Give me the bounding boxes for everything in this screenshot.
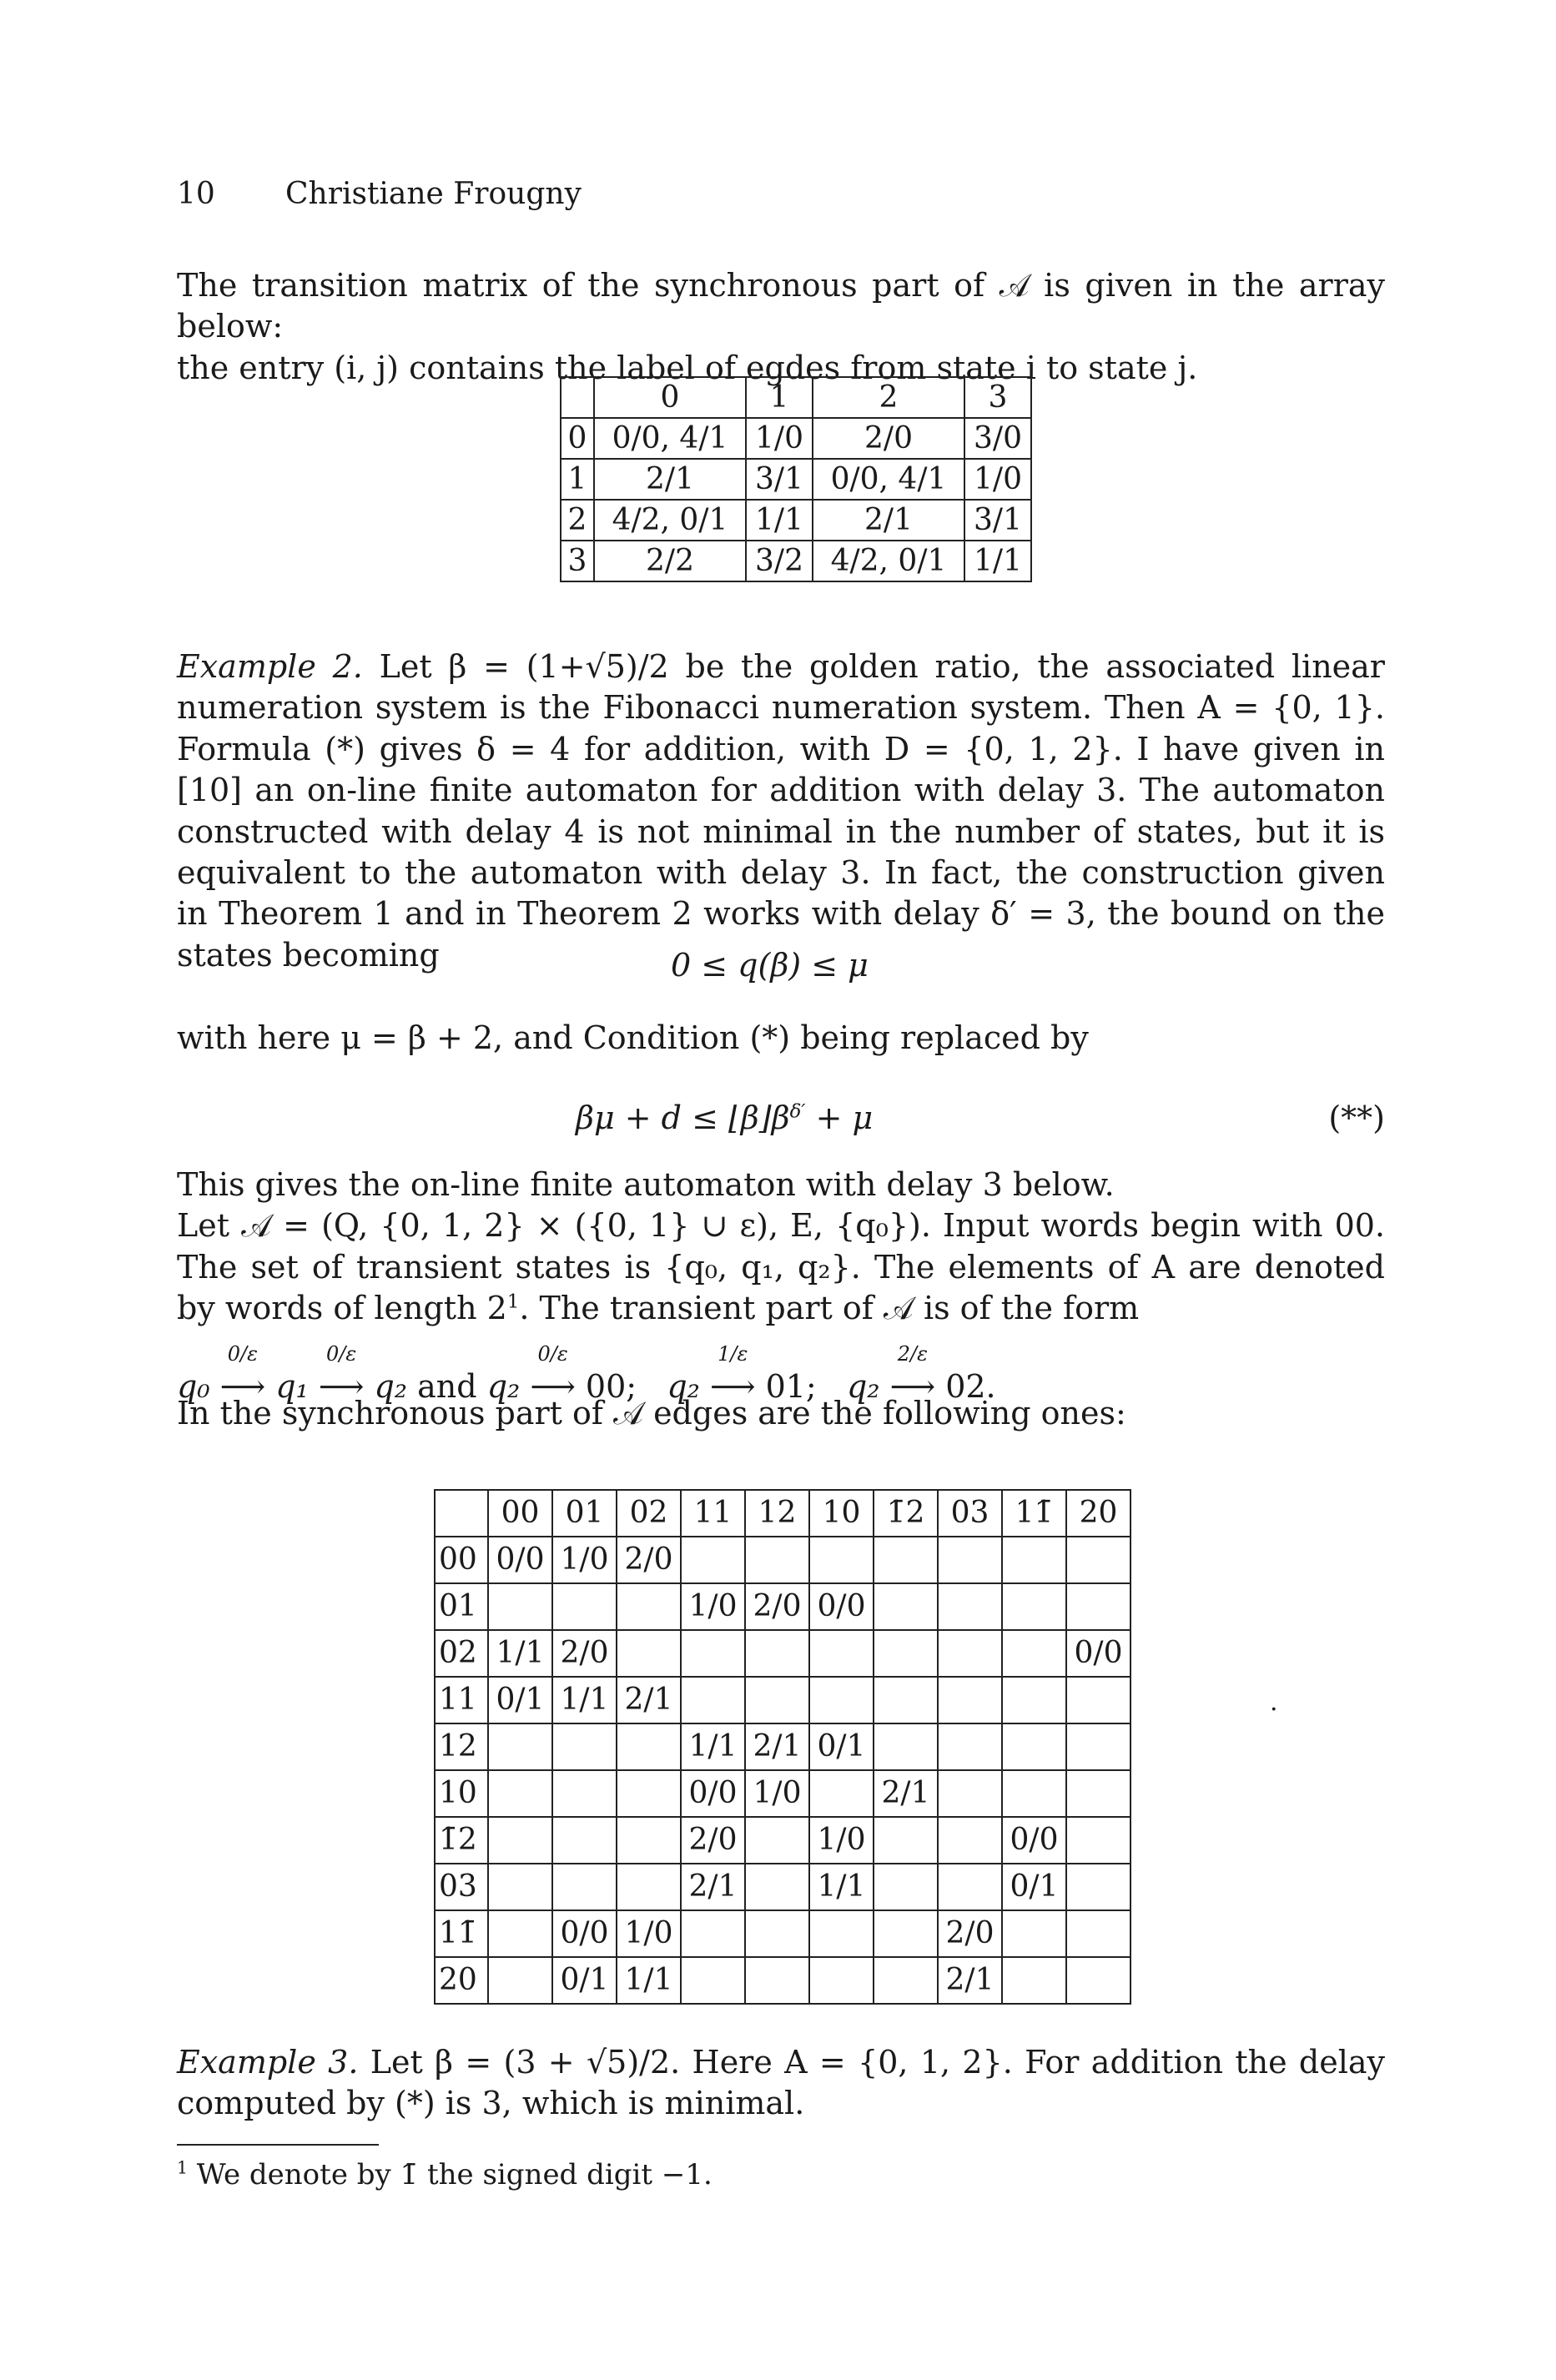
edges-cell — [874, 1677, 938, 1723]
edges-header-cell: 01 — [552, 1490, 617, 1537]
edges-row-label: 12 — [435, 1723, 488, 1770]
edges-cell — [1002, 1723, 1066, 1770]
edges-cell: 2/0 — [617, 1537, 681, 1583]
edges-cell: 1/1 — [552, 1677, 617, 1723]
edges-cell — [874, 1817, 938, 1864]
edges-row-label: 1̄2 — [435, 1817, 488, 1864]
edges-cell — [488, 1770, 552, 1817]
matrix-cell: 2/1 — [813, 500, 964, 541]
edges-cell: 2/1 — [938, 1957, 1002, 2004]
matrix-cell: 3/1 — [964, 500, 1031, 541]
transition-matrix-table — [560, 376, 1032, 582]
matrix-cell: 0/0, 4/1 — [813, 459, 964, 500]
state-q1: q₁ — [275, 1368, 309, 1405]
footnote-mark: 1 — [177, 2157, 188, 2178]
edges-cell — [617, 1817, 681, 1864]
edges-cell — [1002, 1630, 1066, 1677]
edges-cell: 0/0 — [1002, 1817, 1066, 1864]
edges-cell: 1/1 — [681, 1723, 745, 1770]
edges-cell — [874, 1957, 938, 2004]
edges-cell — [938, 1770, 1002, 1817]
edges-cell — [1002, 1537, 1066, 1583]
example-2-text: Let β = (1+√5)/2 be the golden ratio, the associated linear numeration system is the Fibonacci numeration system. Then A = {0, 1}. Formula (*) gives δ = 4 for addition, with D = {0, 1, 2}. I have given in [10] an on-line finite automaton for addition with delay 3. The automaton constructed with delay 4 is not minimal in the number of states, but it is equivalent to the automaton with delay 3. In fact, the construction given in Theorem 1 and in Theorem 2 works with delay δ′ = 3, the bound on the states becoming — [177, 648, 1385, 974]
matrix-row — [561, 541, 1031, 581]
edges-cell: 2/1 — [617, 1677, 681, 1723]
edges-cell — [617, 1770, 681, 1817]
matrix-cell: 4/2, 0/1 — [813, 541, 964, 581]
target-01: 01; — [765, 1368, 817, 1405]
edges-cell — [1002, 1677, 1066, 1723]
footnote-marker: 1 — [506, 1291, 520, 1313]
edges-cell — [617, 1583, 681, 1630]
edges-cell: 1/0 — [681, 1583, 745, 1630]
edges-row-label: 00 — [435, 1537, 488, 1583]
edges-cell: 0/0 — [488, 1537, 552, 1583]
state-q2: q₂ — [374, 1368, 408, 1405]
matrix-row-label: 1 — [561, 459, 594, 500]
state-q2: q₂ — [846, 1368, 880, 1405]
matrix-cell: 2/0 — [813, 418, 964, 459]
edges-header-row — [435, 1490, 1130, 1537]
edges-cell — [809, 1630, 874, 1677]
edges-header-cell — [435, 1490, 488, 1537]
edges-cell — [1066, 1583, 1130, 1630]
edges-cell — [617, 1723, 681, 1770]
matrix-row — [561, 500, 1031, 541]
edges-cell: 1/0 — [809, 1817, 874, 1864]
state-q0: q₀ — [177, 1368, 210, 1405]
equation-tag: (**) — [1328, 1099, 1385, 1136]
edges-row-label: 11̄ — [435, 1910, 488, 1957]
edges-cell: 2/0 — [745, 1583, 809, 1630]
automaton-intro-line: This gives the on-line finite automaton with delay 3 below. — [177, 1166, 1115, 1203]
matrix-row-label: 2 — [561, 500, 594, 541]
edges-cell — [488, 1910, 552, 1957]
edges-header-cell: 11 — [681, 1490, 745, 1537]
footnote-text: We denote by 1̄ the signed digit −1. — [196, 2158, 713, 2191]
edges-cell — [552, 1723, 617, 1770]
matrix-cell: 1/0 — [964, 459, 1031, 500]
intro-line-1: The transition matrix of the synchronous part of 𝒜 is given in the array below: — [177, 267, 1385, 345]
edges-cell — [938, 1583, 1002, 1630]
equation-condition-tail: + μ — [805, 1099, 874, 1136]
intro-line-2: the entry (i, j) contains the label of egdes from state i to state j. — [177, 349, 1198, 386]
matrix-cell: 2/1 — [594, 459, 746, 500]
footnote — [177, 2156, 713, 2193]
author-name: Christiane Frougny — [285, 177, 582, 211]
edges-cell — [938, 1630, 1002, 1677]
target-00: 00; — [585, 1368, 637, 1405]
example-2-paragraph — [177, 647, 1385, 976]
edges-cell: 0/0 — [681, 1770, 745, 1817]
with-here-line: with here μ = β + 2, and Condition (*) being replaced by — [177, 1019, 1089, 1056]
edges-cell — [874, 1910, 938, 1957]
transition-arrow: 2/ε ⟶ — [889, 1342, 936, 1405]
transition-label: 1/ε — [718, 1342, 748, 1366]
edges-cell — [681, 1910, 745, 1957]
edges-cell: 2/0 — [681, 1817, 745, 1864]
edges-cell — [552, 1864, 617, 1910]
edges-cell — [745, 1537, 809, 1583]
example-3-text: Let β = (3 + √5)/2. Here A = {0, 1, 2}. For addition the delay computed by (*) is 3, which is minimal. — [177, 2044, 1385, 2122]
edges-cell: 1/1 — [809, 1864, 874, 1910]
matrix-cell: 2/2 — [594, 541, 746, 581]
edges-cell — [1066, 1770, 1130, 1817]
matrix-cell: 3/1 — [746, 459, 813, 500]
edges-cell — [874, 1537, 938, 1583]
transition-label: 0/ε — [326, 1342, 357, 1366]
matrix-header-row — [561, 377, 1031, 418]
edges-cell — [488, 1583, 552, 1630]
automaton-paragraph — [177, 1165, 1385, 1330]
transition-arrow: 0/ε ⟶ — [530, 1342, 576, 1405]
edges-cell — [938, 1817, 1002, 1864]
edges-cell — [681, 1537, 745, 1583]
matrix-header-cell: 3 — [964, 377, 1031, 418]
edges-header-cell: 10 — [809, 1490, 874, 1537]
edges-row-label: 02 — [435, 1630, 488, 1677]
equation-bound: 0 ≤ q(β) ≤ μ — [671, 947, 869, 984]
matrix-cell: 4/2, 0/1 — [594, 500, 746, 541]
edges-cell — [938, 1537, 1002, 1583]
edges-cell — [745, 1910, 809, 1957]
footnote-rule — [177, 2144, 379, 2146]
automaton-definition-end: . The transient part of 𝒜 is of the form — [519, 1290, 1140, 1327]
edges-header-cell: 02 — [617, 1490, 681, 1537]
edges-cell — [488, 1817, 552, 1864]
matrix-header-cell: 2 — [813, 377, 964, 418]
edges-row — [435, 1957, 1130, 2004]
edges-cell — [1002, 1957, 1066, 2004]
edges-cell — [488, 1723, 552, 1770]
edges-cell — [1002, 1583, 1066, 1630]
edges-row-label: 01 — [435, 1583, 488, 1630]
page-number: 10 — [177, 177, 215, 211]
transition-label: 0/ε — [227, 1342, 259, 1366]
edges-header-cell: 00 — [488, 1490, 552, 1537]
matrix-cell: 0/0, 4/1 — [594, 418, 746, 459]
edges-cell — [809, 1957, 874, 2004]
edges-cell — [745, 1957, 809, 2004]
transition-label: 0/ε — [537, 1342, 568, 1366]
edges-cell — [617, 1864, 681, 1910]
example-3-paragraph — [177, 2042, 1385, 2125]
edges-cell — [1002, 1910, 1066, 1957]
edges-cell — [745, 1864, 809, 1910]
edges-cell — [874, 1864, 938, 1910]
edges-cell — [681, 1677, 745, 1723]
edges-cell — [1002, 1770, 1066, 1817]
matrix-row-label: 0 — [561, 418, 594, 459]
edges-cell — [1066, 1910, 1130, 1957]
synchronous-edges-table — [434, 1489, 1131, 2005]
edges-cell — [1066, 1817, 1130, 1864]
matrix-header-cell — [561, 377, 594, 418]
matrix-row — [561, 418, 1031, 459]
state-q2: q₂ — [486, 1368, 521, 1405]
edges-row — [435, 1723, 1130, 1770]
edges-row-label: 10 — [435, 1770, 488, 1817]
edges-cell: 0/1 — [488, 1677, 552, 1723]
edges-cell — [938, 1864, 1002, 1910]
matrix-cell: 1/1 — [964, 541, 1031, 581]
edges-cell — [681, 1957, 745, 2004]
edges-row-label: 11 — [435, 1677, 488, 1723]
edges-row — [435, 1630, 1130, 1677]
edges-row — [435, 1583, 1130, 1630]
edges-cell: 2/1 — [874, 1770, 938, 1817]
edges-header-cell: 20 — [1066, 1490, 1130, 1537]
edges-cell: 2/1 — [681, 1864, 745, 1910]
edges-row-label: 03 — [435, 1864, 488, 1910]
edges-row — [435, 1677, 1130, 1723]
edges-cell — [809, 1677, 874, 1723]
equation-condition-exponent: δ′ — [789, 1100, 806, 1123]
edges-cell — [552, 1770, 617, 1817]
edges-cell: 0/1 — [1002, 1864, 1066, 1910]
edges-cell — [488, 1864, 552, 1910]
edges-row-label: 20 — [435, 1957, 488, 2004]
example-2-label: Example 2. — [177, 648, 363, 685]
edges-header-cell: 1̄2 — [874, 1490, 938, 1537]
edges-cell: 1/1 — [617, 1957, 681, 2004]
edges-row — [435, 1537, 1130, 1583]
edges-cell — [1066, 1677, 1130, 1723]
edges-cell — [617, 1630, 681, 1677]
transition-arrow: 0/ε ⟶ — [219, 1342, 266, 1405]
edges-cell — [745, 1630, 809, 1677]
stray-dot: · — [1270, 1695, 1278, 1724]
edges-cell: 2/0 — [552, 1630, 617, 1677]
edges-cell — [681, 1630, 745, 1677]
edges-cell: 0/0 — [1066, 1630, 1130, 1677]
example-3-label: Example 3. — [177, 2044, 359, 2081]
edges-cell — [874, 1583, 938, 1630]
edges-cell: 1/0 — [617, 1910, 681, 1957]
edges-cell — [1066, 1537, 1130, 1583]
edges-header-cell: 11̄ — [1002, 1490, 1066, 1537]
running-header — [177, 175, 582, 214]
state-q2: q₂ — [667, 1368, 700, 1405]
matrix-cell: 3/0 — [964, 418, 1031, 459]
matrix-cell: 1/1 — [746, 500, 813, 541]
matrix-header-cell: 0 — [594, 377, 746, 418]
matrix-header-cell: 1 — [746, 377, 813, 418]
edges-cell — [809, 1910, 874, 1957]
edges-cell — [552, 1817, 617, 1864]
matrix-cell: 1/0 — [746, 418, 813, 459]
and-word: and — [417, 1368, 477, 1405]
equation-condition — [576, 1098, 873, 1139]
transition-arrow: 1/ε ⟶ — [709, 1342, 756, 1405]
synchronous-line: In the synchronous part of 𝒜 edges are the following ones: — [177, 1395, 1126, 1432]
edges-cell: 1/0 — [552, 1537, 617, 1583]
edges-cell: 2/0 — [938, 1910, 1002, 1957]
edges-row — [435, 1770, 1130, 1817]
edges-cell — [1066, 1723, 1130, 1770]
edges-cell — [552, 1583, 617, 1630]
edges-cell — [1066, 1957, 1130, 2004]
transition-label: 2/ε — [897, 1342, 928, 1366]
edges-cell — [809, 1537, 874, 1583]
automaton-definition: Let 𝒜 = (Q, {0, 1, 2} × ({0, 1} ∪ ε), E, {q₀}). Input words begin with 00. The set of transient states is {q₀, q₁, q₂}. The elements of A are denoted by words of length 2 — [177, 1207, 1385, 1327]
edges-row — [435, 1864, 1130, 1910]
edges-cell: 0/1 — [552, 1957, 617, 2004]
edges-header-cell: 03 — [938, 1490, 1002, 1537]
edges-cell — [938, 1723, 1002, 1770]
matrix-cell: 3/2 — [746, 541, 813, 581]
edges-row — [435, 1910, 1130, 1957]
edges-cell: 1/1 — [488, 1630, 552, 1677]
target-02: 02. — [945, 1368, 996, 1405]
edges-cell — [874, 1630, 938, 1677]
edges-cell — [874, 1723, 938, 1770]
intro-paragraph — [177, 265, 1385, 389]
edges-cell — [488, 1957, 552, 2004]
edges-cell — [1066, 1864, 1130, 1910]
transition-arrow: 0/ε ⟶ — [318, 1342, 365, 1405]
edges-row — [435, 1817, 1130, 1864]
matrix-row-label: 3 — [561, 541, 594, 581]
edges-cell: 1/0 — [745, 1770, 809, 1817]
edges-header-cell: 12 — [745, 1490, 809, 1537]
edges-cell: 0/0 — [809, 1583, 874, 1630]
edges-cell — [809, 1770, 874, 1817]
edges-cell: 0/0 — [552, 1910, 617, 1957]
edges-cell — [745, 1677, 809, 1723]
edges-cell — [745, 1817, 809, 1864]
matrix-row — [561, 459, 1031, 500]
edges-cell: 2/1 — [745, 1723, 809, 1770]
equation-condition-expr: βμ + d ≤ ⌊β⌋β — [576, 1099, 790, 1136]
edges-cell — [938, 1677, 1002, 1723]
edges-cell: 0/1 — [809, 1723, 874, 1770]
